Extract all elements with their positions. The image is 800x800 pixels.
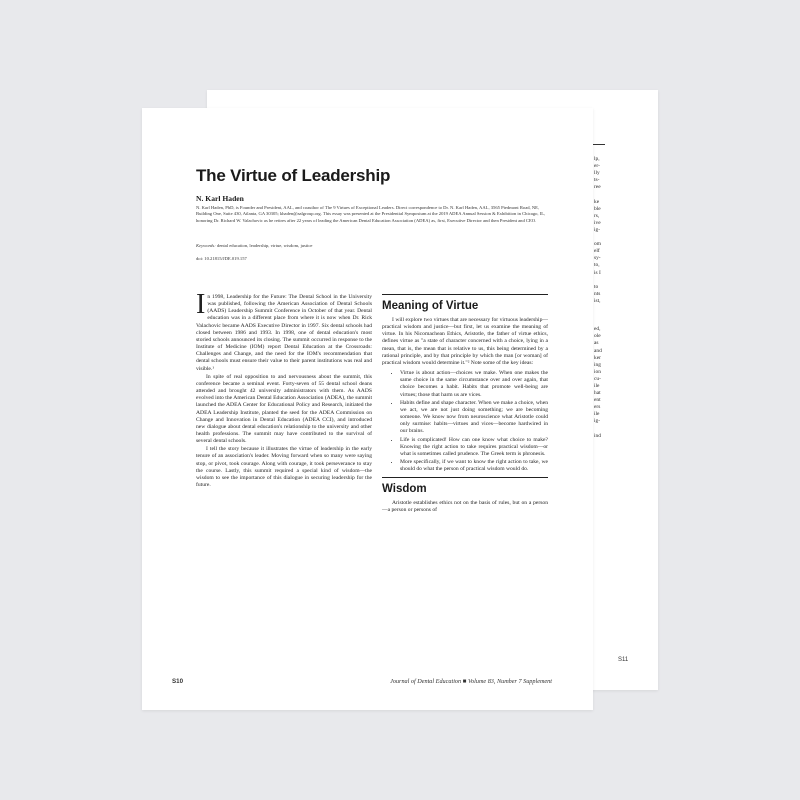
- back-page-fragment: ile: [594, 411, 600, 418]
- back-page-fragment: nts: [594, 290, 601, 297]
- back-page-fragment: [594, 191, 654, 198]
- section-rule: [382, 477, 548, 478]
- journal-volume: Volume 83, Number 7 Supplement: [467, 678, 552, 685]
- back-page-fragment: rs,: [594, 212, 600, 219]
- back-page-fragment: [594, 277, 654, 284]
- back-page-fragment: ist,: [594, 297, 601, 304]
- journal-footer: [342, 678, 552, 685]
- section1-intro: I will explore two virtues that are necessary for virtuous leadership—practical wisdom and justice—but first, let us examine the meaning of virtue. In his Nicomachean Ethics, Aristotle, the father of virtue ethics, defines virtue as "a state of character concerned with a choice, lying in a mean, that is, the mean that is relative to us, this being determined by a rational principle, and by that principle by which the man [or woman] of practical wisdom would determine it."² Note some of the key ideas:: [382, 317, 548, 366]
- back-page-fragment: ers: [594, 404, 601, 411]
- back-page-fragment: ig-: [594, 418, 600, 425]
- back-page-fragment: ion: [594, 368, 601, 375]
- back-page-fragment: ole: [594, 333, 601, 340]
- right-column: [382, 294, 548, 515]
- back-page-fragment: lly: [594, 170, 600, 177]
- back-page-rule: [593, 144, 605, 145]
- left-column: [196, 289, 372, 490]
- left-paragraph-1: In 1998, Leadership for the Future: The Dental School in the University was published, following the American Association of Dental Schools (AADS) Leadership Summit Conference in October of that year. Dental education was in a different place from where it is now when Dr. Rick Valachovic became AADS Executive Director in 1997. Six dental schools had closed between 1986 and 1993. In 1998, one of dental education's most storied schools announced its closing. The summit occurred in response to the Institute of Medicine (IOM) report Dental Education at the Crossroads: Challenges and Change, and the need for the IOM's recommendation that dental schools must ensure their value to their parent institutions was real and visible.¹: [196, 289, 372, 372]
- back-page-fragment: ent: [594, 397, 601, 404]
- keywords-text: dental education, leadership, virtue, wisdom, justice: [216, 243, 313, 248]
- back-page-fragment: er-: [594, 163, 600, 170]
- back-page-fragment: elf: [594, 248, 600, 255]
- back-page-fragment: ts-: [594, 177, 600, 184]
- journal-name: Journal of Dental Education: [390, 678, 462, 685]
- back-page-text-fragments: [594, 156, 654, 440]
- section-rule: [382, 294, 548, 295]
- author-affiliation: N. Karl Haden, PhD, is Founder and President, AAL, and coauthor of The 9 Virtues of Exceptional Leaders. Direct correspondence to Dr. N. Karl Haden, AAL, 3565 Piedmont Road, NE, Building One, Suite 430, Atlanta, GA 30305; khaden@aalgroup.org. This essay was presented at the Presidential Symposium at the 2019 ADEA Annual Session & Exhibition in Chicago, IL, honoring Dr. Richard W. Valachovic as he retires after 22 years of leading the American Dental Education Association (ADEA) as, first, Executive Director and then President and CEO.: [196, 205, 546, 223]
- back-page-fragment: ile: [594, 383, 600, 389]
- back-page-fragment: is I: [594, 269, 601, 276]
- keywords-line: [196, 243, 546, 249]
- back-page-fragment: [594, 319, 654, 326]
- back-page-fragment: ree: [594, 184, 601, 191]
- back-page-fragment: ker: [594, 354, 601, 361]
- back-page-fragment: lp,: [594, 156, 600, 162]
- bullet-item: • Virtue is about action—choices we make. When one makes the same choice in the same circumstance over and over again, that choice becomes a habit. Habits that promote well-being are virtues; those that harm us are vices.: [400, 370, 548, 399]
- left-paragraph-3: I tell the story because it illustrates the virtue of leadership in the early tenure of an association's leader. Moving forward when so many were saying stop, or pivot, took courage. Along with courage, it took perseverance to stay the course. Lastly, this summit required a special kind of wisdom—the wisdom to see the importance of this dialogue in securing leadership for the future.: [196, 446, 372, 489]
- back-page-fragment: [594, 312, 654, 319]
- back-page-fragment: [594, 305, 654, 312]
- back-page-fragment: [594, 426, 654, 433]
- front-page: [142, 108, 593, 710]
- back-page-fragment: ing: [594, 361, 601, 368]
- back-page-fragment: hat: [594, 390, 601, 397]
- back-page-fragment: cu-: [594, 375, 601, 382]
- bullet-item: • Habits define and shape character. When we make a choice, when we act, we are not just doing something; we are becoming someone. We know now from neuroscience what Aristotle could only surmise: habits—virtues and vices—become hardwired in our brains.: [400, 400, 548, 436]
- section2-intro: Aristotle establishes ethics not on the basis of rules, but on a person—a person or persons of: [382, 500, 548, 514]
- section-heading-meaning-of-virtue: Meaning of Virtue: [382, 300, 479, 312]
- back-page-fragment: to: [594, 283, 599, 290]
- back-page-fragment: ed,: [594, 326, 601, 333]
- back-page-fragment: sy-: [594, 255, 601, 262]
- back-page-fragment: to,: [594, 262, 600, 269]
- left-paragraph-2: In spite of real opposition to and nervousness about the summit, this conference became a seminal event. Forty-seven of 55 dental school deans attended and brought 42 university administrators with them. As AADS evolved into the American Dental Education Association (ADEA), the summit launched the ADEA Center for Educational Policy and Research, initiated the ADEA Leadership Institute, planted the seed for the ADEA Commission on Change and Innovation in Dental Education (ADEA CCI), and introduced new dialogue about dental education's relationship to the university and other health professions. The summit may have contributed to the survival of several dental schools.: [196, 373, 372, 445]
- back-page-fragment: and: [594, 347, 602, 354]
- section-heading-wisdom: Wisdom: [382, 483, 427, 496]
- page-folio: S10: [172, 678, 184, 685]
- article-doi: doi: 10.21815/JDE.019.157: [196, 256, 247, 261]
- back-page-fragment: ble: [594, 205, 601, 212]
- back-page-fragment: ke: [594, 198, 600, 205]
- back-page-fragment: [594, 234, 654, 241]
- back-page-fragment: ive: [594, 219, 601, 226]
- keywords-label: Keywords:: [196, 243, 216, 248]
- back-page-fragment: om: [594, 241, 601, 248]
- back-page-fragment: ind: [594, 432, 601, 439]
- footer-separator: ■: [462, 678, 467, 685]
- back-page-fragment: as: [594, 340, 599, 347]
- back-page-fragment: ig-: [594, 226, 600, 233]
- bullet-list: [382, 370, 548, 473]
- bullet-item: • More specifically, if we want to know the right action to take, we should do what the person of practical wisdom would do.: [400, 459, 548, 473]
- article-author: N. Karl Haden: [196, 194, 244, 203]
- article-title: The Virtue of Leadership: [196, 166, 391, 185]
- bullet-item: • Life is complicated! How can one know what choice to make? Knowing the right action to take requires practical wisdom—or what is sometimes called prudence. The Greek term is phronesis.: [400, 437, 548, 458]
- back-page-folio: S11: [618, 657, 629, 663]
- drop-cap: I: [196, 289, 206, 320]
